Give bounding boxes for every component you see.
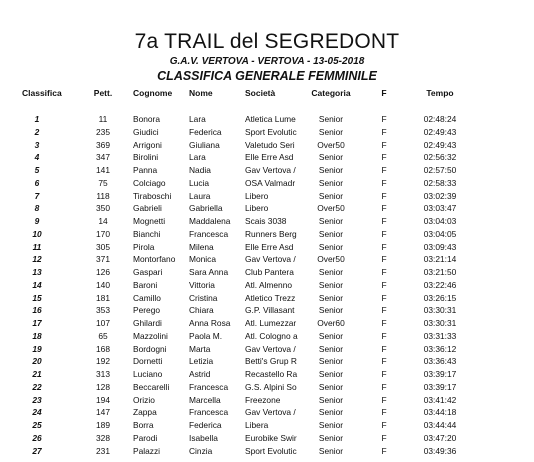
cell-rank: 18 <box>32 330 42 341</box>
cell-pett: 305 <box>96 241 110 252</box>
cell-categoria: Senior <box>318 126 344 137</box>
cell-societa: Valetudo Seri <box>245 139 295 150</box>
cell-societa: Scais 3038 <box>245 216 287 226</box>
cell-sesso: F <box>381 228 387 239</box>
table-row <box>0 267 534 280</box>
cell-categoria: Senior <box>318 381 344 392</box>
cell-nome: Letizia <box>189 356 214 367</box>
cell-societa: Libero <box>245 203 269 214</box>
table-row <box>0 420 534 433</box>
cell-sesso: F <box>381 292 387 303</box>
table-row <box>0 216 534 229</box>
cell-tempo: 02:57:50 <box>423 165 457 175</box>
cell-societa: Atletico Trezz <box>245 292 296 303</box>
cell-pett: 75 <box>98 177 108 188</box>
cell-tempo: 03:41:42 <box>423 394 457 405</box>
cell-sesso: F <box>381 114 387 124</box>
header-tempo: Tempo <box>426 88 454 98</box>
cell-rank: 5 <box>34 165 40 175</box>
table-row <box>0 152 534 165</box>
cell-pett: 328 <box>96 432 110 443</box>
cell-nome: Milena <box>189 241 214 252</box>
cell-tempo: 03:36:12 <box>423 343 457 354</box>
cell-societa: G.S. Alpini So <box>245 381 297 392</box>
cell-societa: G.P. Villasant <box>245 305 295 316</box>
cell-rank: 11 <box>32 241 42 252</box>
cell-societa: Atletica Lume <box>245 114 296 124</box>
cell-nome: Astrid <box>189 369 211 379</box>
cell-categoria: Senior <box>318 152 344 163</box>
cell-nome: Lara <box>189 114 206 124</box>
cell-tempo: 03:44:18 <box>423 407 457 418</box>
cell-cognome: Gabrieli <box>133 203 162 214</box>
cell-pett: 118 <box>96 190 110 201</box>
cell-societa: Libero <box>245 190 269 201</box>
cell-categoria: Over50 <box>317 203 345 214</box>
cell-categoria: Senior <box>318 343 344 354</box>
cell-tempo: 03:31:33 <box>423 330 457 341</box>
cell-nome: Nadia <box>189 165 211 175</box>
cell-sesso: F <box>381 177 387 188</box>
cell-categoria: Senior <box>318 369 344 379</box>
cell-pett: 347 <box>96 152 110 163</box>
cell-rank: 6 <box>34 177 40 188</box>
cell-tempo: 03:49:36 <box>423 445 457 456</box>
table-header <box>0 88 534 102</box>
cell-sesso: F <box>381 279 387 290</box>
cell-nome: Anna Rosa <box>189 318 231 328</box>
cell-societa: Gav Vertova / <box>245 165 296 175</box>
cell-nome: Federica <box>189 420 222 430</box>
cell-rank: 17 <box>32 318 42 328</box>
cell-sesso: F <box>381 254 387 265</box>
cell-tempo: 03:21:50 <box>423 267 457 277</box>
cell-cognome: Ghilardi <box>133 318 162 328</box>
cell-categoria: Over60 <box>317 318 345 328</box>
cell-rank: 19 <box>32 343 42 354</box>
cell-nome: Lucia <box>189 177 210 188</box>
cell-sesso: F <box>381 445 387 456</box>
cell-pett: 128 <box>96 381 110 392</box>
cell-nome: Paola M. <box>189 330 223 341</box>
cell-societa: Betti's Grup R <box>245 356 297 367</box>
cell-societa: Recastello Ra <box>245 369 298 379</box>
cell-sesso: F <box>381 190 387 201</box>
cell-societa: OSA Valmadr <box>245 177 296 188</box>
cell-nome: Chiara <box>189 305 214 316</box>
cell-societa: Gav Vertova / <box>245 254 296 265</box>
cell-tempo: 02:49:43 <box>423 126 457 137</box>
cell-nome: Isabella <box>189 432 218 443</box>
cell-pett: 194 <box>96 394 110 405</box>
table-row <box>0 203 534 216</box>
cell-sesso: F <box>381 165 387 175</box>
cell-rank: 3 <box>34 139 40 150</box>
cell-categoria: Over50 <box>317 254 345 265</box>
cell-tempo: 02:49:43 <box>423 139 457 150</box>
cell-nome: Monica <box>189 254 216 265</box>
header-sesso: F <box>381 88 387 98</box>
cell-cognome: Zappa <box>133 407 157 418</box>
cell-societa: Eurobike Swir <box>245 432 297 443</box>
document-subtitle: G.A.V. VERTOVA - VERTOVA - 13-05-2018 <box>169 56 365 67</box>
cell-sesso: F <box>381 318 387 328</box>
cell-categoria: Senior <box>318 305 344 316</box>
cell-societa: Gav Vertova / <box>245 407 296 418</box>
cell-rank: 16 <box>32 305 42 316</box>
cell-pett: 350 <box>96 203 110 214</box>
cell-nome: Sara Anna <box>189 267 229 277</box>
cell-cognome: Colciago <box>133 177 166 188</box>
cell-sesso: F <box>381 420 387 430</box>
table-row <box>0 191 534 204</box>
cell-cognome: Perego <box>133 305 161 316</box>
cell-societa: Sport Evolutic <box>245 126 297 137</box>
cell-categoria: Senior <box>318 228 344 239</box>
cell-sesso: F <box>381 203 387 214</box>
cell-nome: Francesca <box>189 407 229 418</box>
cell-categoria: Senior <box>318 216 344 226</box>
cell-rank: 25 <box>32 420 42 430</box>
cell-nome: Maddalena <box>189 216 231 226</box>
results-table <box>0 114 534 458</box>
cell-tempo: 03:03:47 <box>423 203 457 214</box>
table-row <box>0 140 534 153</box>
cell-sesso: F <box>381 343 387 354</box>
cell-cognome: Camillo <box>133 292 161 303</box>
cell-sesso: F <box>381 152 387 163</box>
cell-rank: 24 <box>32 407 42 418</box>
cell-nome: Federica <box>189 126 222 137</box>
table-row <box>0 395 534 408</box>
cell-cognome: Arrigoni <box>133 139 162 150</box>
cell-rank: 27 <box>32 445 42 456</box>
cell-tempo: 03:39:17 <box>423 381 457 392</box>
cell-societa: Club Pantera <box>245 267 294 277</box>
cell-pett: 14 <box>98 216 108 226</box>
cell-nome: Cristina <box>189 292 218 303</box>
cell-tempo: 03:36:43 <box>423 356 457 367</box>
table-row <box>0 407 534 420</box>
cell-tempo: 03:30:31 <box>423 305 457 316</box>
table-row <box>0 293 534 306</box>
ranking-heading: CLASSIFICA GENERALE FEMMINILE <box>157 69 377 83</box>
cell-sesso: F <box>381 432 387 443</box>
cell-categoria: Senior <box>318 356 344 367</box>
cell-rank: 21 <box>32 369 42 379</box>
cell-pett: 189 <box>96 420 110 430</box>
table-row <box>0 446 534 459</box>
cell-tempo: 03:21:14 <box>423 254 457 265</box>
table-row <box>0 331 534 344</box>
table-row <box>0 305 534 318</box>
table-row <box>0 369 534 382</box>
cell-cognome: Panna <box>133 165 158 175</box>
cell-rank: 4 <box>34 152 40 163</box>
cell-cognome: Mognetti <box>133 216 166 226</box>
cell-nome: Laura <box>189 190 211 201</box>
cell-pett: 65 <box>98 330 108 341</box>
table-row <box>0 229 534 242</box>
cell-pett: 107 <box>96 318 110 328</box>
cell-categoria: Senior <box>318 165 344 175</box>
table-row <box>0 433 534 446</box>
cell-sesso: F <box>381 139 387 150</box>
cell-sesso: F <box>381 356 387 367</box>
cell-nome: Giuliana <box>189 139 220 150</box>
table-row <box>0 165 534 178</box>
cell-nome: Marcella <box>189 394 221 405</box>
cell-pett: 371 <box>96 254 110 265</box>
cell-categoria: Senior <box>318 279 344 290</box>
cell-societa: Atl. Lumezzar <box>245 318 297 328</box>
cell-sesso: F <box>381 407 387 418</box>
cell-cognome: Luciano <box>133 369 163 379</box>
cell-cognome: Giudici <box>133 126 159 137</box>
cell-rank: 26 <box>32 432 42 443</box>
cell-sesso: F <box>381 305 387 316</box>
cell-tempo: 03:02:39 <box>423 190 457 201</box>
cell-cognome: Birolini <box>133 152 159 163</box>
table-row <box>0 318 534 331</box>
cell-categoria: Senior <box>318 177 344 188</box>
cell-sesso: F <box>381 330 387 341</box>
table-row <box>0 254 534 267</box>
cell-cognome: Montorfano <box>133 254 176 265</box>
cell-rank: 8 <box>34 203 40 214</box>
cell-tempo: 03:04:05 <box>423 228 457 239</box>
cell-tempo: 02:56:32 <box>423 152 457 163</box>
cell-sesso: F <box>381 126 387 137</box>
cell-cognome: Mazzolini <box>133 330 168 341</box>
cell-societa: Gav Vertova / <box>245 343 296 354</box>
cell-pett: 170 <box>96 228 110 239</box>
cell-cognome: Bonora <box>133 114 161 124</box>
cell-cognome: Beccarelli <box>133 381 170 392</box>
header-nome: Nome <box>189 88 213 98</box>
cell-tempo: 03:04:03 <box>423 216 457 226</box>
cell-pett: 192 <box>96 356 110 367</box>
cell-pett: 235 <box>96 126 110 137</box>
cell-nome: Vittoria <box>189 279 215 290</box>
cell-pett: 147 <box>96 407 110 418</box>
cell-pett: 168 <box>96 343 110 354</box>
table-row <box>0 127 534 140</box>
cell-cognome: Pirola <box>133 241 155 252</box>
cell-rank: 22 <box>32 381 42 392</box>
table-row <box>0 114 534 127</box>
table-row <box>0 344 534 357</box>
cell-societa: Libera <box>245 420 269 430</box>
cell-categoria: Senior <box>318 407 344 418</box>
cell-rank: 15 <box>32 292 42 303</box>
cell-categoria: Senior <box>318 267 344 277</box>
cell-nome: Francesca <box>189 381 229 392</box>
cell-cognome: Dornetti <box>133 356 163 367</box>
cell-cognome: Borra <box>133 420 154 430</box>
cell-societa: Sport Evolutic <box>245 445 297 456</box>
cell-cognome: Gaspari <box>133 267 163 277</box>
cell-cognome: Parodi <box>133 432 158 443</box>
cell-tempo: 03:09:43 <box>423 241 457 252</box>
cell-pett: 11 <box>98 114 108 124</box>
cell-tempo: 03:39:17 <box>423 369 457 379</box>
cell-tempo: 03:47:20 <box>423 432 457 443</box>
cell-pett: 140 <box>96 279 110 290</box>
cell-pett: 353 <box>96 305 110 316</box>
header-categoria: Categoria <box>311 88 351 98</box>
cell-tempo: 03:26:15 <box>423 292 457 303</box>
cell-sesso: F <box>381 394 387 405</box>
cell-nome: Cinzia <box>189 445 213 456</box>
cell-pett: 231 <box>96 445 110 456</box>
cell-rank: 12 <box>32 254 42 265</box>
cell-rank: 13 <box>32 267 42 277</box>
cell-rank: 20 <box>32 356 42 367</box>
header-cognome: Cognome <box>133 88 173 98</box>
cell-rank: 1 <box>34 114 40 124</box>
cell-categoria: Senior <box>318 241 344 252</box>
cell-pett: 141 <box>96 165 110 175</box>
cell-categoria: Over50 <box>317 139 345 150</box>
cell-categoria: Senior <box>318 330 344 341</box>
cell-categoria: Senior <box>318 445 344 456</box>
cell-societa: Atl. Almenno <box>245 279 293 290</box>
cell-rank: 10 <box>32 228 42 239</box>
cell-rank: 14 <box>32 279 42 290</box>
cell-sesso: F <box>381 267 387 277</box>
cell-cognome: Bianchi <box>133 228 161 239</box>
table-row <box>0 356 534 369</box>
cell-rank: 23 <box>32 394 42 405</box>
document-title: 7a TRAIL del SEGREDONT <box>134 30 400 53</box>
cell-rank: 2 <box>34 126 40 137</box>
cell-nome: Gabriella <box>189 203 223 214</box>
cell-sesso: F <box>381 381 387 392</box>
cell-rank: 7 <box>34 190 40 201</box>
cell-tempo: 02:58:33 <box>423 177 457 188</box>
cell-rank: 9 <box>34 216 40 226</box>
cell-sesso: F <box>381 241 387 252</box>
cell-categoria: Senior <box>318 420 344 430</box>
cell-categoria: Senior <box>318 190 344 201</box>
table-row <box>0 382 534 395</box>
header-rank: Classifica <box>22 88 62 98</box>
cell-sesso: F <box>381 216 387 226</box>
table-row <box>0 242 534 255</box>
cell-cognome: Orizio <box>133 394 155 405</box>
cell-societa: Atl. Cologno a <box>245 330 298 341</box>
cell-pett: 126 <box>96 267 110 277</box>
cell-sesso: F <box>381 369 387 379</box>
cell-cognome: Bordogni <box>133 343 167 354</box>
cell-categoria: Senior <box>318 432 344 443</box>
cell-societa: Runners Berg <box>245 228 297 239</box>
cell-societa: Elle Erre Asd <box>245 241 294 252</box>
cell-societa: Freezone <box>245 394 281 405</box>
cell-pett: 369 <box>96 139 110 150</box>
cell-tempo: 03:30:31 <box>423 318 457 328</box>
table-row <box>0 280 534 293</box>
cell-nome: Lara <box>189 152 206 163</box>
cell-pett: 181 <box>96 292 110 303</box>
cell-cognome: Tiraboschi <box>133 190 172 201</box>
cell-tempo: 03:22:46 <box>423 279 457 290</box>
cell-societa: Elle Erre Asd <box>245 152 294 163</box>
table-row <box>0 178 534 191</box>
cell-tempo: 02:48:24 <box>423 114 457 124</box>
cell-categoria: Senior <box>318 114 344 124</box>
header-societa: Società <box>245 88 276 98</box>
cell-pett: 313 <box>96 369 110 379</box>
cell-tempo: 03:44:44 <box>423 420 457 430</box>
cell-categoria: Senior <box>318 394 344 405</box>
cell-nome: Marta <box>189 343 211 354</box>
header-pett: Pett. <box>93 88 113 98</box>
cell-categoria: Senior <box>318 292 344 303</box>
cell-cognome: Baroni <box>133 279 158 290</box>
cell-cognome: Palazzi <box>133 445 160 456</box>
cell-nome: Francesca <box>189 228 229 239</box>
